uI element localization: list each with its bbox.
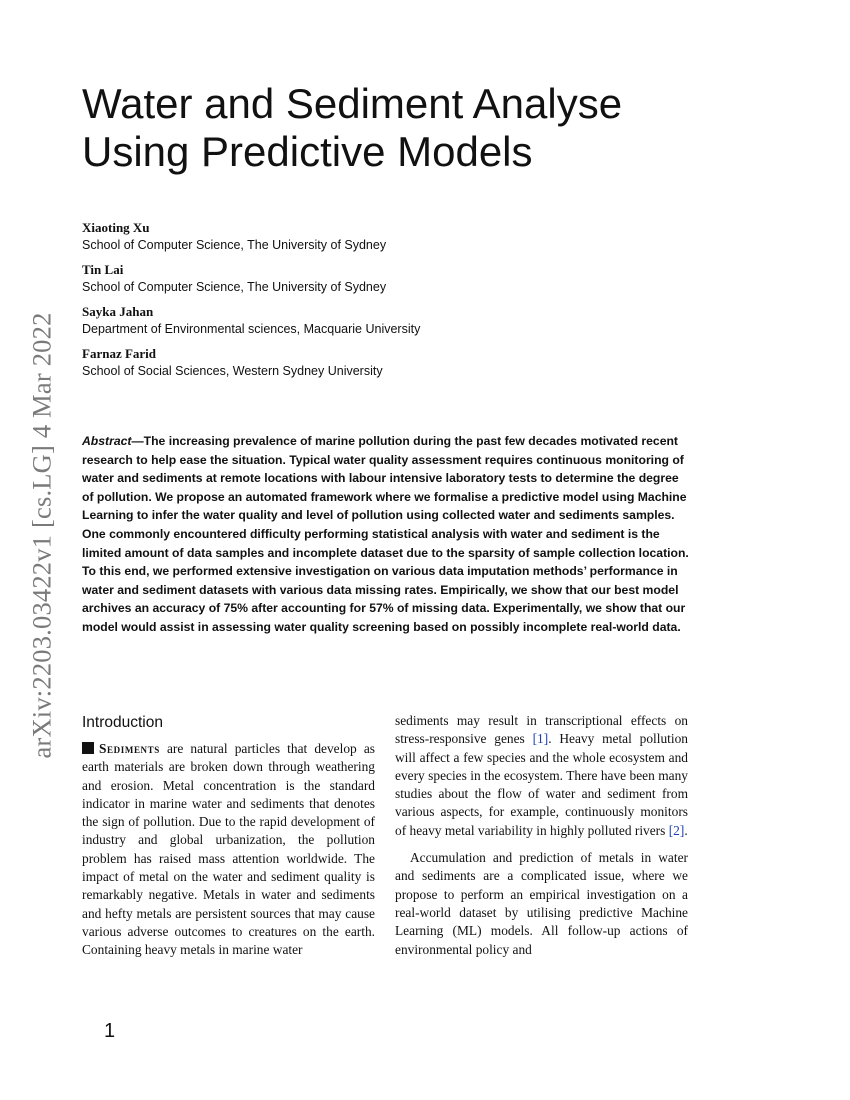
arxiv-identifier-text: arXiv:2203.03422v1 [cs.LG] 4 Mar 2022 xyxy=(26,311,57,759)
abstract xyxy=(82,432,690,637)
author-name: Farnaz Farid xyxy=(82,346,157,361)
author-affiliation: School of Computer Science, The University of Sydney xyxy=(82,238,387,252)
citation-link-1[interactable]: [1] xyxy=(532,731,549,747)
title-line-2: Using Predictive Models xyxy=(82,128,533,175)
author-name: Sayka Jahan xyxy=(82,304,154,319)
author-affiliation: Department of Environmental sciences, Macquarie University xyxy=(82,322,421,336)
paper-title xyxy=(82,80,762,176)
paragraph-text: . Heavy metal pollution will affect a few species and the whole ecosystem and every species in the ecosystem. There have been many studies about the flow of water and sediment from various aspects, for example, continuously monitors of heavy metal variability in highly polluted rivers xyxy=(395,731,688,838)
section-heading-introduction: Introduction xyxy=(82,714,163,731)
page-number: 1 xyxy=(104,1020,116,1042)
intro-paragraph-1-text: are natural particles that develop as earth materials are broken down through weathering and erosion. Metal concentration is the standard indicator in marine water and sediments that denotes the sign of pollution. Due to the rapid development of industry and global urbanization, the pollution problem has raised mass attention worldwide. The impact of metal on the water and sediment quality is remarkably negative. Metals in water and sediments and hefty metals are persistent sources that may cause various adverse outcomes to creatures on the earth. Containing heavy metals in marine water xyxy=(82,741,375,958)
drop-square-icon xyxy=(82,742,94,754)
title-line-1: Water and Sediment Analyse xyxy=(82,80,623,127)
abstract-label: Abstract xyxy=(82,434,132,448)
author-block xyxy=(82,303,782,345)
intro-paragraph-1-continued xyxy=(395,712,688,840)
lead-word: Sediments xyxy=(99,741,160,756)
author-affiliation: School of Computer Science, The University of Sydney xyxy=(82,280,387,294)
body-column-right xyxy=(395,712,688,959)
abstract-text: —The increasing prevalence of marine pollution during the past few decades motivated recent research to help ease the situation. Typical water quality assessment requires continuous monitoring of water and sediments at remote locations with labour intensive laboratory tests to determine the degree of pollution. We propose an automated framework where we formalise a predictive model using Machine Learning to infer the water quality and level of pollution using collected water and sediments samples. One commonly encountered difficulty performing statistical analysis with water and sediment is the limited amount of data samples and incomplete dataset due to the sparsity of sample collection location. To this end, we performed extensive investigation on various data imputation methods’ performance in water and sediment datasets with various data missing rates. Empirically, we show that our best model archives an accuracy of 75% after accounting for 57% of missing data. Experimentally, we show that our model would assist in assessing water quality screening based on possibly incomplete real-world data. xyxy=(82,434,689,634)
author-name: Tin Lai xyxy=(82,262,124,277)
intro-paragraph-2: Accumulation and prediction of metals in water and sediments are a complicated issue, where we propose to perform an empirical investigation on a real-world dataset by utilising predictive Machine Learning (ML) models. All follow-up actions of environmental policy and xyxy=(395,850,688,957)
paragraph-text: . xyxy=(684,822,688,838)
author-block xyxy=(82,261,782,303)
author-block xyxy=(82,219,782,261)
intro-paragraph-1 xyxy=(82,740,375,960)
paragraph-text: sediments may result in transcriptional effects on stress-responsive genes xyxy=(395,713,688,747)
author-block xyxy=(82,345,782,387)
body-column-left xyxy=(82,712,375,960)
arxiv-identifier xyxy=(22,296,62,774)
author-affiliation: School of Social Sciences, Western Sydney University xyxy=(82,364,383,378)
author-list xyxy=(82,219,782,387)
author-name: Xiaoting Xu xyxy=(82,220,150,235)
citation-link-2[interactable]: [2] xyxy=(668,822,685,838)
